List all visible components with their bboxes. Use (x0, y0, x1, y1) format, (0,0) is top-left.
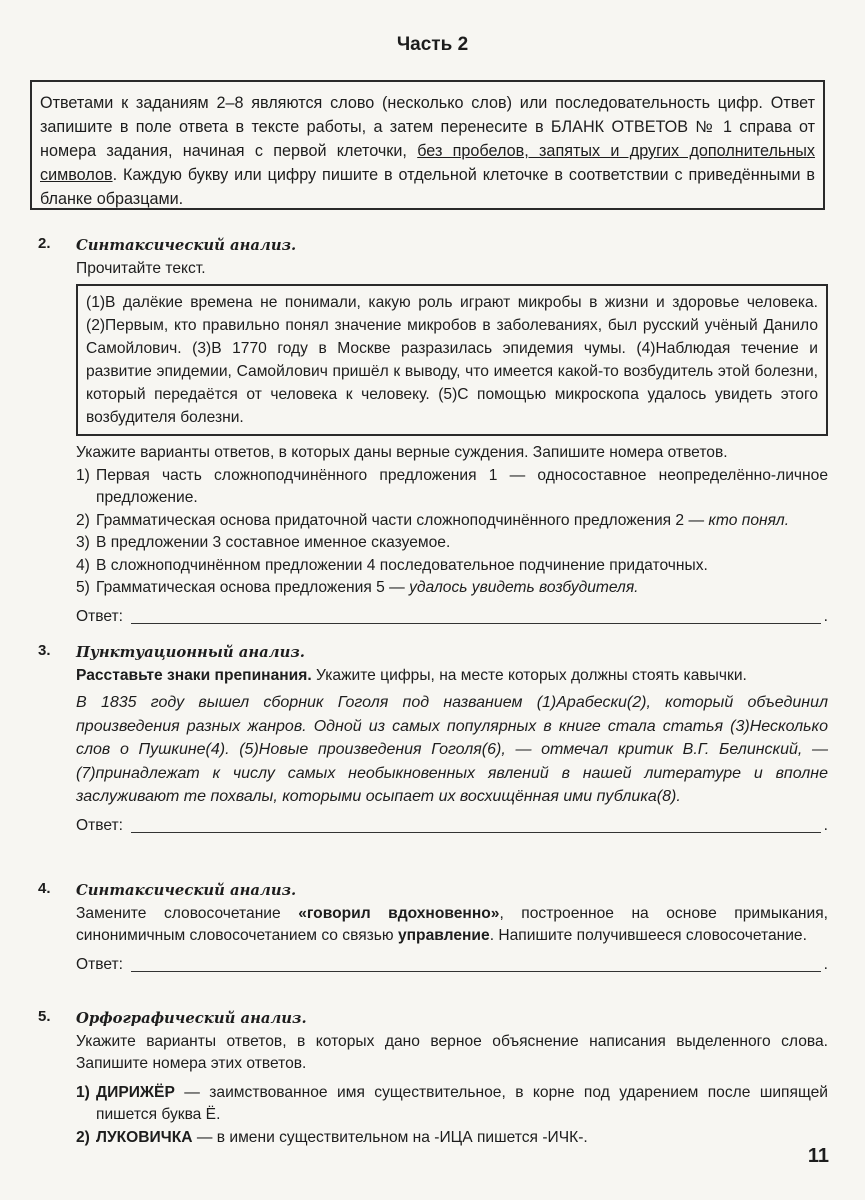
instructions-underlined: без пробелов, запятых и других дополнительных символов (40, 142, 815, 184)
part-title: Часть 2 (396, 34, 469, 55)
task-2-option-5: 5) Грамматическая основа предложения 5 — удалось увидеть возбудителя. (76, 579, 639, 596)
task-3-number: 3. (38, 642, 51, 659)
task-3-heading: Пунктуационный анализ. (76, 644, 305, 661)
answer-field[interactable] (131, 831, 821, 833)
task-5-heading: Орфографический анализ. (76, 1010, 307, 1027)
task-2-heading: Синтаксический анализ. (76, 237, 297, 254)
task-3-answer-line[interactable]: Ответ: . (76, 815, 828, 838)
task-4-answer-line[interactable]: Ответ: . (76, 954, 828, 977)
answer-field[interactable] (131, 622, 821, 624)
task-2-answer-line[interactable]: Ответ: . (76, 606, 828, 629)
answer-label: Ответ: (76, 607, 124, 625)
task-4 (38, 880, 828, 976)
task-3-passage: В 1835 году вышел сборник Гоголя под названием (1)Арабески(2), который объединил произведения разных жанров. Одной из самых популярных в книге стала статья (3)Несколько слов о Пушкине(4). (5)Новые произведения Гоголя(6), — отмечал критик В.Г. Белинский, — (7)принадлежат к числу самых необыкновенных явлений в нашей литературе и вполне заслуживают те похвалы, которыми осыпает их восхищённая ими публика(8). (76, 694, 828, 805)
task-2-number: 2. (38, 235, 51, 252)
task-4-heading: Синтаксический анализ. (76, 882, 297, 899)
task-3-prompt: Расставьте знаки препинания. Укажите цифры, на месте которых должны стоять кавычки. (76, 666, 747, 684)
instructions-box (30, 80, 825, 210)
task-2-question: Укажите варианты ответов, в которых даны верные суждения. Запишите номера ответов. (76, 444, 728, 461)
task-2-option-4: 4) В сложноподчинённом предложении 4 последовательное подчинение придаточных. (76, 556, 708, 574)
answer-field[interactable] (131, 970, 821, 972)
task-4-prompt: Замените словосочетание «говорил вдохновенно», построенное на основе примыкания, синонимичным словосочетанием со связью управление. Напишите получившееся словосочетание. (76, 904, 828, 944)
task-5 (38, 1008, 828, 1149)
task-2-prompt: Прочитайте текст. (76, 259, 206, 277)
task-2 (38, 235, 828, 628)
task-5-option-2: 2) ЛУКОВИЧКА — в имени существительном на -ИЦА пишется -ИЧК-. (76, 1128, 588, 1146)
task-5-prompt: Укажите варианты ответов, в которых дано верное объяснение написания выделенного слова. Запишите номера этих ответов. (76, 1032, 828, 1072)
task-5-number: 5. (38, 1008, 51, 1025)
instructions-text-1: Ответами к заданиям 2–8 являются слово (несколько слов) или последовательность цифр. Ответ запишите в поле ответа в тексте работы, а затем перенесите в БЛАНК ОТВЕТОВ № 1 справа от номера задания, начиная с первой клеточки, (40, 94, 815, 160)
page-number: 11 (807, 1145, 829, 1167)
task-2-option-3: 3) В предложении 3 составное именное сказуемое. (76, 534, 451, 551)
task-3 (38, 642, 828, 837)
task-2-option-1: 1) Первая часть сложноподчинённого предложения 1 — односоставное неопределённо-личное предложение. (76, 466, 828, 506)
answer-label: Ответ: (76, 816, 124, 834)
instructions-text-2: . Каждую букву или цифру пишите в отдельной клеточке в соответствии с приведёнными в бланке образцами. (40, 166, 815, 208)
task-5-option-1: 1) ДИРИЖЁР — заимствованное имя существительное, в корне под ударением после шипящей пишется буква Ё. (76, 1083, 828, 1123)
task-2-option-2: 2) Грамматическая основа придаточной части сложноподчинённого предложения 2 — кто понял. (76, 511, 790, 529)
task-4-number: 4. (38, 880, 51, 897)
answer-label: Ответ: (76, 955, 124, 973)
task-2-text-box: (1)В далёкие времена не понимали, какую роль играют микробы в жизни и здоровье человека. (2)Первым, кто правильно понял значение микробов в заболеваниях, был русский учёный Данило Самойлович. (3)В 1770 году в Москве разразилась эпидемия чумы. (4)Наблюдая течение и развитие эпидемии, Самойлович пришёл к выводу, что имеется какой-то возбудитель этой болезни, который передаётся от человека к человеку. (5)С помощью микроскопа удалось увидеть этого возбудителя болезни. (76, 284, 828, 436)
